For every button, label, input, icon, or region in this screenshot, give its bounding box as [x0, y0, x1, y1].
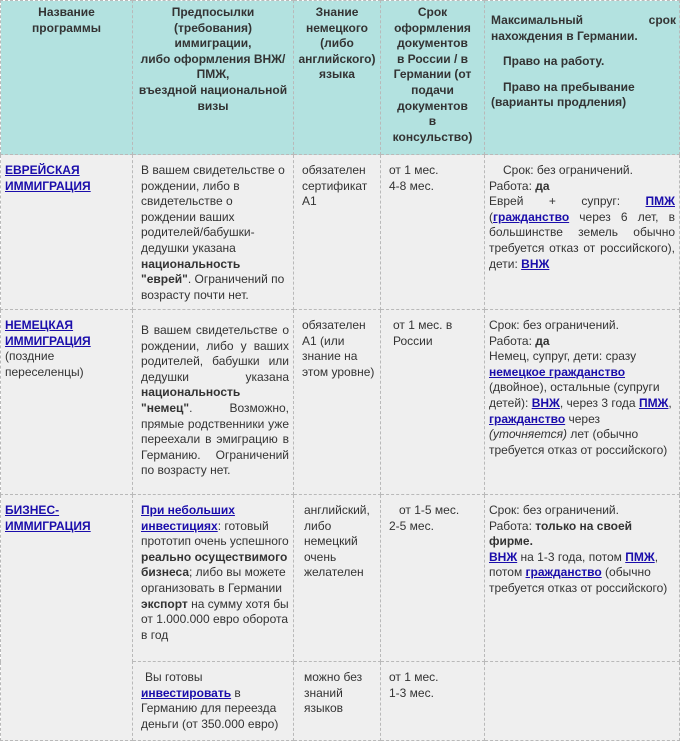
- cell-language: [294, 310, 381, 495]
- link-pmzh[interactable]: ПМЖ: [645, 194, 675, 209]
- work-value: да: [535, 178, 550, 193]
- lang-text: обязателен А1 (или знание на этом уровне): [302, 318, 375, 379]
- header-col2-l4: ПМЖ,: [196, 67, 230, 82]
- ext-pre: Еврей + супруг:: [489, 194, 646, 209]
- req-text3: на сумму хотя бы от 1.000.000 евро оборота в год: [141, 596, 289, 642]
- term-text-2: 1-3 мес.: [389, 685, 434, 700]
- term-text: от 1 мес.: [389, 670, 439, 684]
- work-label: Работа:: [489, 333, 536, 348]
- ext-mid4: через: [565, 411, 601, 426]
- link-german-citizenship[interactable]: немецкое гражданство: [489, 364, 626, 379]
- link-citizenship[interactable]: гражданство: [525, 565, 602, 580]
- req-bold: национальность "немец": [141, 385, 241, 415]
- term-text: от 1-5 мес.: [399, 503, 460, 517]
- cell-stay: [485, 495, 680, 662]
- header-col5-p3: Право на пребывание (варианты продления): [491, 79, 635, 110]
- header-col1-text: Название программы: [32, 5, 101, 35]
- ext-mid2: , через 3 года: [559, 395, 639, 410]
- stay-text: Срок: без ограничений.: [489, 503, 619, 517]
- header-col2-l0: Предпосылки: [171, 5, 255, 19]
- req-text2: ; либо вы можете организовать в Германии: [141, 565, 286, 595]
- link-citizenship[interactable]: гражданство: [489, 411, 566, 426]
- link-invest[interactable]: инвестировать: [141, 685, 232, 700]
- header-col3-l1: немецкого: [305, 20, 369, 35]
- header-col2-l3: либо оформления ВНЖ/: [140, 51, 286, 66]
- header-col2-l2: иммиграции,: [174, 36, 252, 51]
- header-term: [381, 1, 485, 155]
- work-value: да: [535, 333, 550, 348]
- cell-term: [381, 662, 485, 741]
- req-bold1: реально осуществимого бизнеса: [141, 549, 288, 580]
- program-link-jewish[interactable]: ЕВРЕЙСКАЯ ИММИГРАЦИЯ: [5, 163, 91, 193]
- link-vnzh[interactable]: ВНЖ: [531, 395, 560, 410]
- link-small-investments[interactable]: При небольших инвестициях: [141, 503, 235, 533]
- cell-program: [1, 495, 133, 741]
- link-vnzh[interactable]: ВНЖ: [521, 256, 550, 271]
- ext-mid1: на 1-3 года, потом: [517, 549, 626, 564]
- header-col3-l4: языка: [319, 67, 355, 82]
- term-text: от 1 мес.: [389, 163, 439, 177]
- table-header-row: [1, 1, 680, 155]
- link-pmzh[interactable]: ПМЖ: [638, 395, 669, 410]
- cell-language: [294, 662, 381, 741]
- lang-text: можно без знаний языков: [304, 670, 363, 716]
- header-program-name: [1, 1, 133, 155]
- cell-language: [294, 495, 381, 662]
- link-vnzh[interactable]: ВНЖ: [489, 549, 518, 564]
- link-pmzh[interactable]: ПМЖ: [625, 549, 655, 564]
- table-row: [1, 155, 680, 310]
- program-link-business[interactable]: БИЗНЕС-ИММИГРАЦИЯ: [5, 503, 91, 533]
- lang-text: обязателен сертификат А1: [302, 163, 368, 209]
- ext-italic: (уточняется): [489, 427, 568, 442]
- term-text: от 1 мес. в России: [393, 318, 453, 348]
- req-text: В вашем свидетельстве о рождении, либо у ваших родителей, бабушки или дедушки указана: [141, 323, 289, 384]
- header-col3-l0: Знание: [315, 5, 359, 19]
- link-citizenship[interactable]: гражданство: [493, 209, 570, 224]
- table-row: [1, 310, 680, 495]
- cell-requirements: [133, 495, 294, 662]
- program-link-german[interactable]: НЕМЕЦКАЯ ИММИГРАЦИЯ: [5, 318, 91, 348]
- header-col4-l5: подачи: [411, 82, 454, 97]
- header-col4-l2: документов: [397, 36, 468, 51]
- header-col2-l6: визы: [197, 98, 229, 113]
- cell-program: [1, 310, 133, 495]
- header-language: [294, 1, 381, 155]
- lang-text: английский, либо немецкий очень желателен: [304, 503, 370, 580]
- cell-stay: [485, 310, 680, 495]
- ext-mid1: (: [489, 209, 493, 224]
- req-bold2: экспорт: [141, 596, 188, 611]
- req-tail: в Германию для переезда деньги (от 350.000 евро): [141, 685, 279, 731]
- header-col5-p2: Право на работу.: [503, 54, 605, 69]
- ext-tail: (обычно требуется отказ от российского): [489, 565, 668, 595]
- req-bold: национальность "еврей": [141, 256, 241, 287]
- header-col4-l6: документов: [397, 98, 468, 113]
- req-text: В вашем свидетельстве о рождении, либо в свидетельстве о рождении ваших родителей/бабушки-дедушки указана: [141, 163, 285, 255]
- cell-language: [294, 155, 381, 310]
- header-col2-l5: въездной национальной: [138, 82, 288, 97]
- header-col2-l1: (требования): [174, 20, 252, 35]
- work-label: Работа:: [489, 518, 536, 533]
- cell-requirements: [133, 155, 294, 310]
- header-col4-l3: в России / в: [396, 51, 469, 66]
- cell-stay: [485, 155, 680, 310]
- req-tail: . Ограничений по возрасту почти нет.: [141, 272, 285, 302]
- stay-text: Срок: без ограничений.: [489, 318, 619, 332]
- header-col4-l0: Срок: [417, 5, 448, 19]
- table-row: [1, 495, 680, 662]
- ext-mid2: , потом: [489, 549, 659, 580]
- cell-term: [381, 495, 485, 662]
- cell-requirements: [133, 662, 294, 741]
- work-label: Работа:: [489, 178, 536, 193]
- header-col4-l7: в: [428, 114, 437, 129]
- term-text-2: 4-8 мес.: [389, 178, 434, 193]
- header-col3-l2: (либо: [320, 36, 354, 51]
- cell-term: [381, 155, 485, 310]
- req-text1: : готовый прототип очень успешного: [141, 518, 289, 549]
- stay-text: Срок: без ограничений.: [503, 163, 633, 177]
- cell-term: [381, 310, 485, 495]
- header-requirements: [133, 1, 294, 155]
- ext-pre: Немец, супруг, дети: сразу: [489, 349, 637, 364]
- ext-mid3: ,: [668, 395, 672, 410]
- header-col3-l3: английского): [298, 51, 376, 66]
- ext-tail: лет (обычно требуется отказ от российского): [489, 427, 668, 457]
- term-text-2: 2-5 мес.: [389, 518, 434, 533]
- req-pre: Вы готовы: [145, 670, 203, 684]
- program-sub: (поздние переселенцы): [5, 349, 84, 379]
- cell-program: [1, 155, 133, 310]
- cell-stay-empty: [485, 662, 680, 741]
- header-col5-p1: Максимальный срок нахождения в Германии.: [491, 13, 676, 43]
- header-col4-l4: Германии (от: [393, 67, 472, 82]
- cell-requirements: [133, 310, 294, 495]
- ext-mid1: (двойное), остальные (супруги детей):: [489, 380, 660, 410]
- header-max-stay: [485, 1, 680, 155]
- ext-mid2: через 6 лет, в большинстве земель обычно требуется отказ от российского), дети:: [489, 209, 675, 271]
- header-col4-l8: консульство): [392, 129, 473, 144]
- req-tail: . Возможно, прямые родственники уже переехали в эмиграцию в Германию. Ограничений по возрасту нет.: [141, 400, 289, 478]
- header-col4-l1: оформления: [394, 20, 471, 35]
- work-value: только на своей фирме.: [489, 518, 633, 549]
